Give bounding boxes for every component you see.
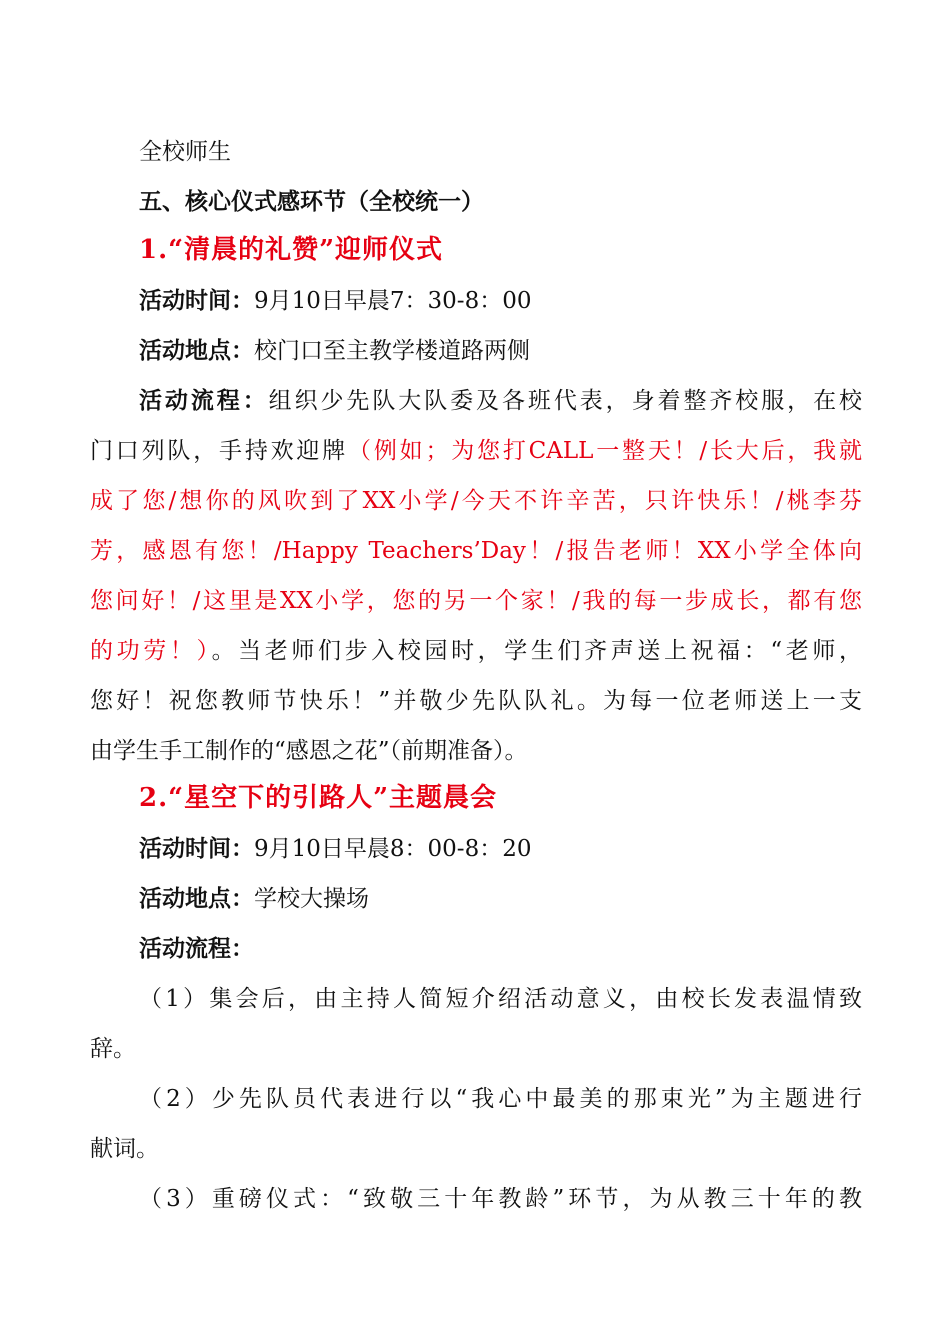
flow-example-text: 芳，感恩有您！/Happy Teachers’Day！/报告老师！XX小学全体向 xyxy=(90,538,862,564)
flow-example-text: 的功劳！） xyxy=(90,638,212,664)
item1-place-label: 活动地点： xyxy=(139,337,254,364)
item1-time-value: 9月10日早晨7：30-8：00 xyxy=(254,288,532,314)
flow-text: 。当老师们步入校园时，学生们齐声送上祝福：“老师， xyxy=(211,638,862,664)
audience-line: 全校师生 xyxy=(139,139,231,165)
item2-place-label: 活动地点： xyxy=(139,885,254,912)
flow-example-text: 成了您/想你的风吹到了XX小学/今天不许辛苦，只许快乐！/桃李芬 xyxy=(90,488,862,514)
item1-flow-line xyxy=(139,376,862,426)
item1-title: 1.“清晨的礼赞”迎师仪式 xyxy=(139,235,444,265)
item1-flow-line xyxy=(90,426,862,476)
item2-time xyxy=(139,824,862,874)
item1-time xyxy=(139,276,862,326)
section-heading: 五、核心仪式感环节（全校统一） xyxy=(139,188,484,215)
item2-step: （1）集会后，由主持人简短介绍活动意义，由校长发表温情致 xyxy=(139,986,862,1012)
flow-text: 由学生手工制作的“感恩之花”（前期准备）。 xyxy=(90,738,528,764)
flow-example-text: （例如；为您打CALL一整天！/长大后，我就 xyxy=(348,438,862,464)
item2-step-continuation: 辞。 xyxy=(90,1036,136,1062)
item2-flow-label: 活动流程： xyxy=(139,935,254,962)
item1-time-label: 活动时间： xyxy=(139,287,254,314)
item2-place-value: 学校大操场 xyxy=(254,886,369,912)
flow-text: 您好！祝您教师节快乐！”并敬少先队队礼。为每一位老师送上一支 xyxy=(90,688,862,714)
item2-place xyxy=(139,874,862,924)
item1-flow-line xyxy=(90,476,862,526)
item2-step-continuation: 献词。 xyxy=(90,1136,159,1162)
item2-time-value: 9月10日早晨8：00-8：20 xyxy=(254,836,532,862)
item2-step: （3）重磅仪式：“致敬三十年教龄”环节，为从教三十年的教 xyxy=(139,1186,862,1212)
flow-text: 组织少先队大队委及各班代表，身着整齐校服，在校 xyxy=(268,388,863,414)
item1-place-value: 校门口至主教学楼道路两侧 xyxy=(254,338,530,364)
item2-step: （2）少先队员代表进行以“我心中最美的那束光”为主题进行 xyxy=(139,1086,862,1112)
item2-time-label: 活动时间： xyxy=(139,835,254,862)
item1-flow-line xyxy=(90,726,862,776)
item2-flow xyxy=(139,924,862,974)
item1-flow-line xyxy=(90,576,862,626)
item1-flow-label: 活动流程： xyxy=(139,387,269,414)
item1-flow-line xyxy=(90,526,862,576)
item1-flow-line xyxy=(90,676,862,726)
flow-example-text: 您问好！/这里是XX小学，您的另一个家！/我的每一步成长，都有您 xyxy=(90,588,862,614)
item1-flow-line xyxy=(90,626,862,676)
flow-text: 门口列队，手持欢迎牌 xyxy=(90,438,349,464)
item2-title: 2.“星空下的引路人”主题晨会 xyxy=(139,783,498,813)
item1-place xyxy=(139,326,862,376)
